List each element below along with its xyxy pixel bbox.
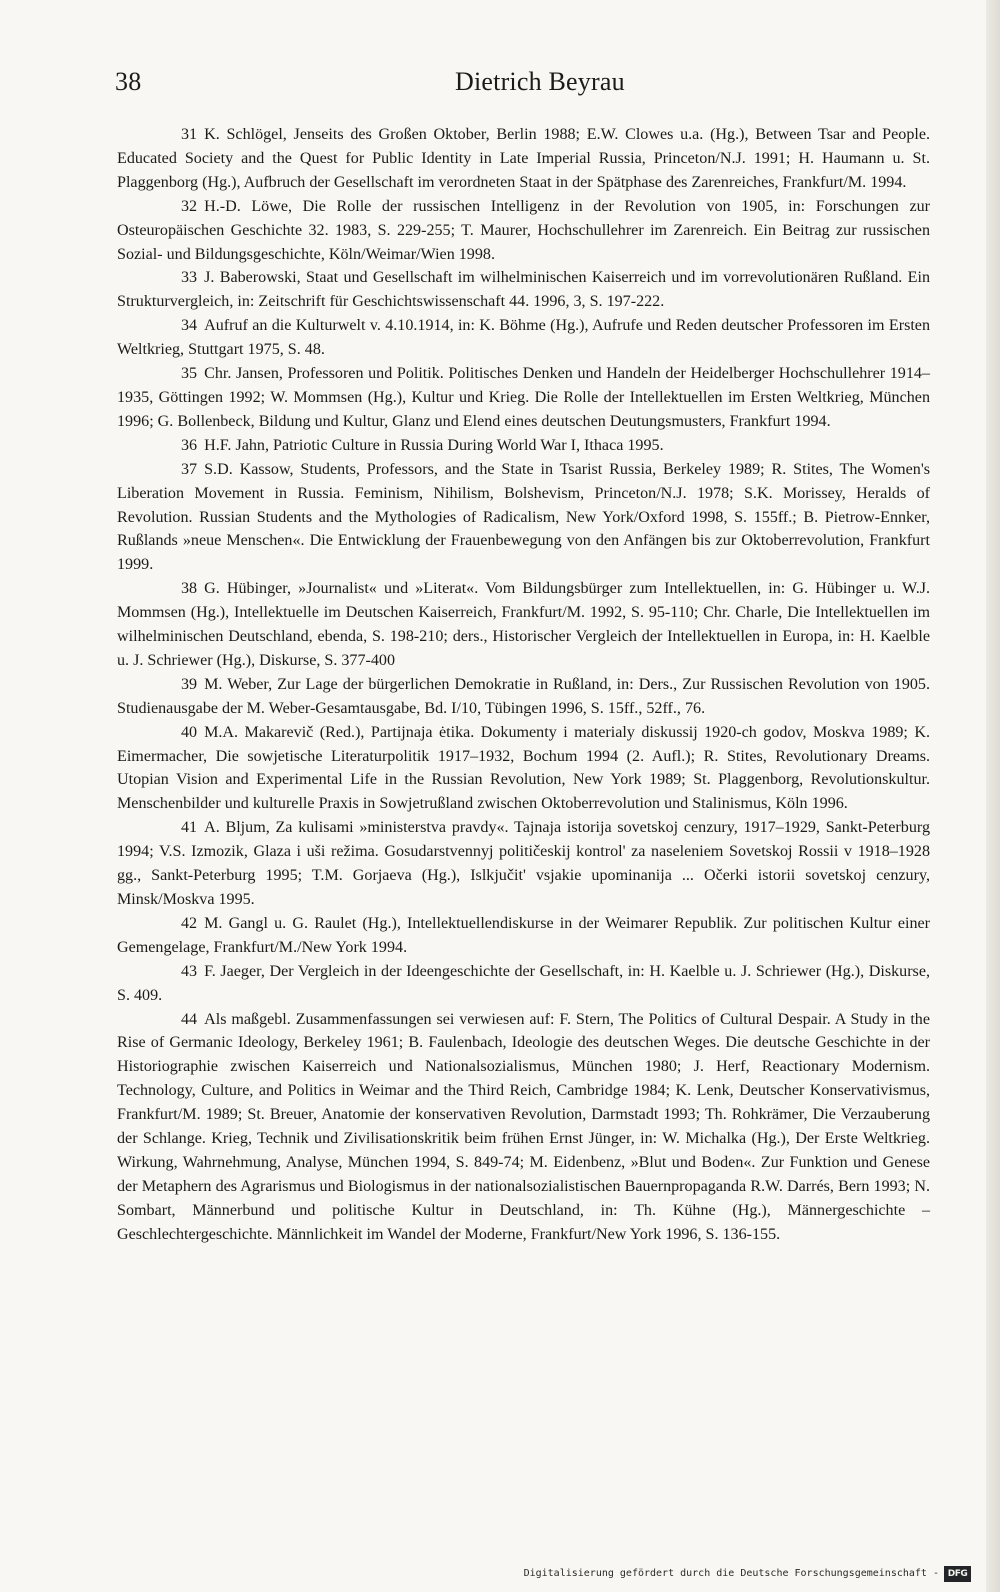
digitization-footer: [524, 1566, 971, 1582]
endnote-39: [117, 673, 930, 721]
endnote-text: H.-D. Löwe, Die Rolle der russischen Intelligenz in der Revolution von 1905, in: Forschungen zur Osteuropäischen Geschichte 32. 1983, S. 229-255; T. Maurer, Hochschullehrer im Zarenreich. Ein Beitrag zur russischen Sozial- und Bildungsgeschichte, Köln/Weimar/Wien 1998.: [117, 197, 930, 263]
endnote-31: [117, 123, 930, 195]
endnote-number: 40: [181, 723, 198, 741]
endnote-40: [117, 721, 930, 817]
funding-note: Digitalisierung gefördert durch die Deutsche Forschungsgemeinschaft -: [523, 1568, 939, 1579]
endnote-number: 43: [181, 962, 198, 980]
endnote-number: 42: [181, 914, 198, 932]
endnote-text: A. Bljum, Za kulisami »ministerstva pravdy«. Tajnaja istorija sovetskoj cenzury, 1917–1929, Sankt-Peterburg 1994; V.S. Izmozik, Glaza i uši režima. Gosudarstvennyj političeskij kontrol' za naseleniem Sovetskoj Rossii v 1918–1928 gg., Sankt-Peterburg 1995; T.M. Gorjaeva (Hg.), Islkjučit' vsjakie upominanija ... Očerki istorii sovetskoj cenzury, Minsk/Moskva 1995.: [117, 819, 930, 908]
endnote-text: Aufruf an die Kulturwelt v. 4.10.1914, in: K. Böhme (Hg.), Aufrufe und Reden deutscher Professoren im Ersten Weltkrieg, Stuttgart 1975, S. 48.: [117, 317, 930, 359]
running-header: [115, 66, 930, 100]
endnote-text: Chr. Jansen, Professoren und Politik. Politisches Denken und Handeln der Heidelberger Hochschullehrer 1914–1935, Göttingen 1992; W. Mommsen (Hg.), Kultur und Krieg. Die Rolle der Intellektuellen im Ersten Weltkrieg, München 1996; G. Bollenbeck, Bildung und Kultur, Glanz und Elend eines deutschen Deutungsmusters, Frankfurt 1994.: [117, 365, 930, 430]
endnote-34: [117, 314, 930, 362]
endnotes-section: [117, 123, 930, 1247]
endnote-text: K. Schlögel, Jenseits des Großen Oktober, Berlin 1988; E.W. Clowes u.a. (Hg.), Between Tsar and People. Educated Society and the Quest for Public Identity in Late Imperial Russia, Princeton/N.J. 1991; H. Haumann u. St. Plaggenborg (Hg.), Aufbruch der Gesellschaft im verordneten Staat in der Spätphase des Zarenreiches, Frankfurt/M. 1994.: [117, 126, 930, 191]
endnote-text: F. Jaeger, Der Vergleich in der Ideengeschichte der Gesellschaft, in: H. Kaelble u. J. Schriewer (Hg.), Diskurse, S. 409.: [117, 962, 930, 1004]
endnote-number: 34: [181, 317, 198, 335]
endnote-number: 38: [181, 580, 198, 598]
endnote-text: S.D. Kassow, Students, Professors, and the State in Tsarist Russia, Berkeley 1989; R. Stites, The Women's Liberation Movement in Russia. Feminism, Nihilism, Bolshevism, Princeton/N.J. 1978; S.K. Morissey, Heralds of Revolution. Russian Students and the Mythologies of Radicalism, New York/Oxford 1998, S. 155ff.; B. Pietrow-Ennker, Rußlands »neue Menschen«. Die Entwicklung der Frauenbewegung von den Anfängen bis zur Oktoberrevolution, Frankfurt 1999.: [117, 460, 930, 574]
endnote-number: 44: [181, 1010, 198, 1028]
running-author-title: Dietrich Beyrau: [455, 67, 625, 96]
endnote-38: [117, 577, 930, 673]
dfg-logo: DFG: [944, 1566, 971, 1582]
endnote-text: G. Hübinger, »Journalist« und »Literat«. Vom Bildungsbürger zum Intellektuellen, in: G. Hübinger u. W.J. Mommsen (Hg.), Intellektuelle im Deutschen Kaiserreich, Frankfurt/M. 1992, S. 95-110; Chr. Charle, Die Intellektuellen im wilhelminischen Deutschland, ebenda, S. 198-210; ders., Historischer Vergleich der Intellektuellen in Europa, in: H. Kaelble u. J. Schriewer (Hg.), Diskurse, S. 377-400: [117, 580, 930, 669]
endnote-32: [117, 195, 930, 267]
endnote-number: 36: [181, 436, 198, 454]
endnote-text: Als maßgebl. Zusammenfassungen sei verwiesen auf: F. Stern, The Politics of Cultural Despair. A Study in the Rise of Germanic Ideology, Berkeley 1961; B. Faulenbach, Ideologie des deutschen Weges. Die deutsche Geschichte in der Historiographie zwischen Kaiserreich und Nationalsozialismus, München 1980; J. Herf, Reactionary Modernism. Technology, Culture, and Politics in Weimar and the Third Reich, Cambridge 1984; K. Lenk, Deutscher Konservativismus, Frankfurt/M. 1989; St. Breuer, Anatomie der konservativen Revolution, Darmstadt 1993; Th. Rohkrämer, Die Verzauberung der Schlange. Krieg, Technik und Zivilisationskritik beim frühen Ernst Jünger, in: W. Michalka (Hg.), Der Erste Weltkrieg. Wirkung, Wahrnehmung, Analyse, München 1994, S. 849-74; M. Eidenbenz, »Blut und Boden«. Zur Funktion und Genese der Metaphern des Agrarismus und Biologismus in der nationalsozialistischen Bauernpropaganda R.W. Darrés, Bern 1993; N. Sombart, Männerbund und politische Kultur in Deutschland, in: Th. Kühne (Hg.), Männergeschichte – Geschlechtergeschichte. Männlichkeit im Wandel der Moderne, Frankfurt/New York 1996, S. 136-155.: [117, 1010, 930, 1243]
endnote-number: 37: [181, 460, 198, 478]
endnote-number: 31: [181, 126, 198, 143]
endnote-number: 32: [181, 197, 198, 215]
endnote-36: [117, 434, 930, 458]
endnote-41: [117, 816, 930, 912]
endnote-42: [117, 912, 930, 960]
endnote-text: H.F. Jahn, Patriotic Culture in Russia During World War I, Ithaca 1995.: [204, 436, 664, 454]
endnote-43: [117, 960, 930, 1008]
page-edge: [986, 0, 1000, 1592]
endnote-number: 39: [181, 675, 198, 693]
endnote-33: [117, 266, 930, 314]
endnote-number: 35: [181, 365, 198, 383]
endnote-text: M. Weber, Zur Lage der bürgerlichen Demokratie in Rußland, in: Ders., Zur Russischen Revolution von 1905. Studienausgabe der M. Weber-Gesamtausgabe, Bd. I/10, Tübingen 1996, S. 15ff., 52ff., 76.: [117, 675, 930, 717]
endnote-text: M.A. Makarevič (Red.), Partijnaja ėtika. Dokumenty i materialy diskussij 1920-ch godov, Moskva 1989; K. Eimermacher, Die sowjetische Literaturpolitik 1917–1932, Bochum 1994 (2. Aufl.); R. Stites, Revolutionary Dreams. Utopian Vision and Experimental Life in the Russian Revolution, New York 1989; St. Plaggenborg, Revolutionskultur. Menschenbilder und kulturelle Praxis in Sowjetrußland zwischen Oktoberrevolution und Stalinismus, Köln 1996.: [117, 723, 930, 813]
endnote-35: [117, 362, 930, 434]
endnote-number: 41: [181, 819, 198, 837]
endnote-37: [117, 458, 930, 578]
endnote-44: [117, 1008, 930, 1247]
endnote-text: J. Baberowski, Staat und Gesellschaft im wilhelminischen Kaiserreich und im vorrevolutionären Rußland. Ein Strukturvergleich, in: Zeitschrift für Geschichtswissenschaft 44. 1996, 3, S. 197-222.: [117, 269, 930, 311]
endnote-number: 33: [181, 269, 198, 287]
endnote-text: M. Gangl u. G. Raulet (Hg.), Intellektuellendiskurse in der Weimarer Republik. Zur politischen Kultur einer Gemengelage, Frankfurt/M./New York 1994.: [117, 914, 930, 956]
page-number: 38: [115, 67, 142, 96]
